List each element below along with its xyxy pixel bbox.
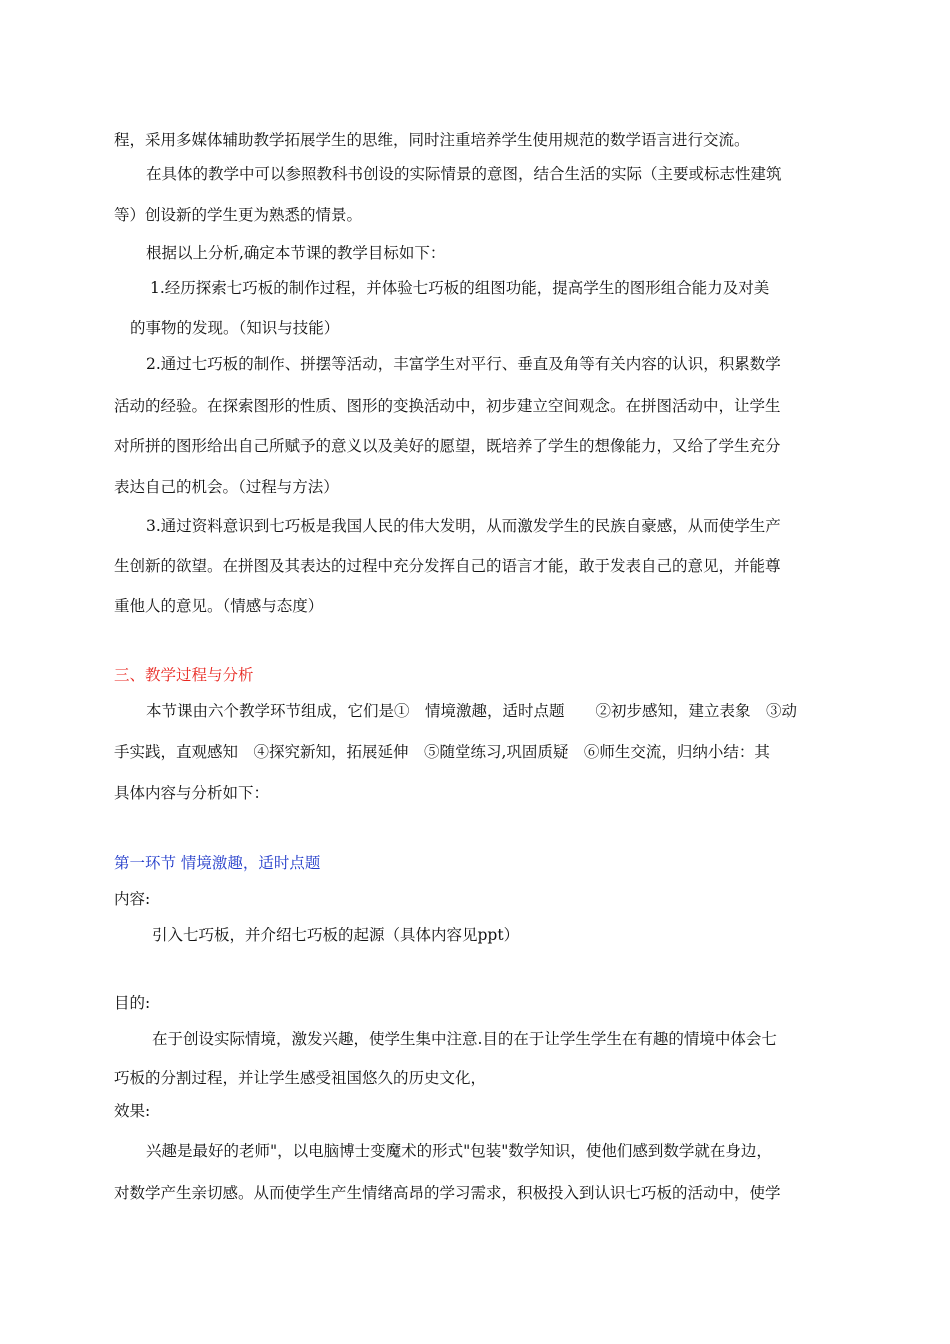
goal-line: 重他人的意见。（情感与态度） [114, 597, 324, 615]
goal-line: 2.通过七巧板的制作、拼摆等活动，丰富学生对平行、垂直及角等有关内容的认识，积累数学 [146, 355, 781, 373]
goal-line: 生创新的欲望。在拼图及其表达的过程中充分发挥自己的语言才能，敢于发表自己的意见，并能尊 [114, 557, 781, 575]
goal-text: 巧板的分割过程，并让学生感受祖国悠久的历史文化， [114, 1069, 487, 1087]
paragraph-line: 程，采用多媒体辅助教学拓展学生的思维，同时注重培养学生使用规范的数学语言进行交流。 [114, 131, 750, 149]
process-line: 本节课由六个教学环节组成，它们是① 情境激趣，适时点题 ②初步感知，建立表象 ③动 [146, 702, 798, 720]
paragraph-line: 根据以上分析,确定本节课的教学目标如下： [146, 244, 446, 262]
effect-label: 效果: [114, 1102, 151, 1120]
content-text: 引入七巧板，并介绍七巧板的起源（具体内容见ppt） [152, 926, 520, 944]
goal-line: 的事物的发现。（知识与技能） [130, 319, 340, 337]
process-line: 具体内容与分析如下： [114, 784, 270, 802]
effect-text: 对数学产生亲切感。从而使学生产生情绪高昂的学习需求，积极投入到认识七巧板的活动中，使学 [114, 1184, 781, 1202]
goal-line: 对所拼的图形给出自己所赋予的意义以及美好的愿望，既培养了学生的想像能力，又给了学生充分 [114, 437, 781, 455]
goal-line: 3.通过资料意识到七巧板是我国人民的伟大发明，从而激发学生的民族自豪感，从而使学生产 [146, 517, 781, 535]
process-line: 手实践，直观感知 ④探究新知，拓展延伸 ⑤随堂练习,巩固质疑 ⑥师生交流，归纳小结：其 [114, 743, 770, 761]
stage-heading: 第一环节 情境激趣，适时点题 [114, 854, 321, 872]
content-label: 内容: [114, 890, 151, 908]
goal-line: 1.经历探索七巧板的制作过程，并体验七巧板的组图功能，提高学生的图形组合能力及对美 [150, 279, 770, 297]
goal-label: 目的: [114, 994, 151, 1012]
goal-line: 表达自己的机会。（过程与方法） [114, 478, 339, 496]
paragraph-line: 等）创设新的学生更为熟悉的情景。 [114, 206, 363, 224]
paragraph-line: 在具体的教学中可以参照教科书创设的实际情景的意图，结合生活的实际（主要或标志性建筑 [146, 165, 782, 183]
section-heading: 三、教学过程与分析 [114, 666, 254, 684]
effect-text: 兴趣是最好的老师"，以电脑博士变魔术的形式"包装"数学知识，使他们感到数学就在身边， [146, 1142, 772, 1160]
goal-text: 在于创设实际情境，激发兴趣，使学生集中注意.目的在于让学生学生在有趣的情境中体会七 [152, 1030, 777, 1048]
goal-line: 活动的经验。在探索图形的性质、图形的变换活动中，初步建立空间观念。在拼图活动中，让学生 [114, 397, 781, 415]
